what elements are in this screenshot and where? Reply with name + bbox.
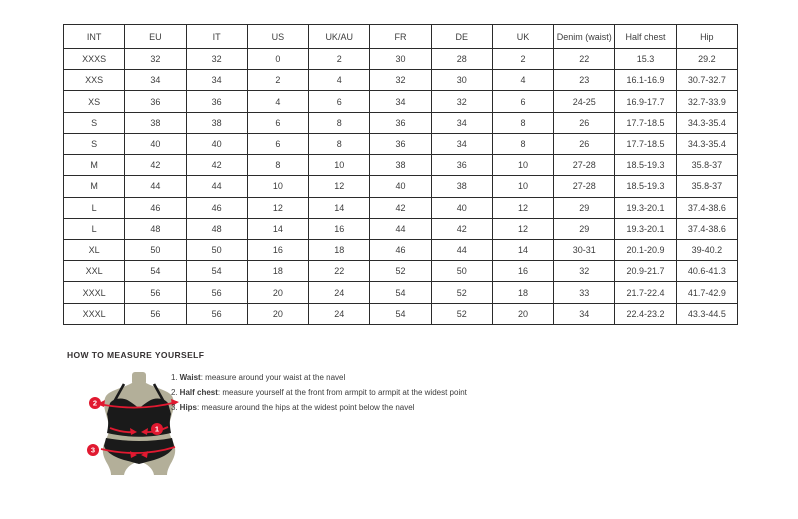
table-cell: 30.7-32.7 [676,70,737,91]
table-cell: 8 [492,133,553,154]
table-cell: 4 [309,70,370,91]
table-cell: 20 [247,303,308,324]
instruction-number: 3. [171,402,178,412]
table-cell: 34 [370,91,431,112]
table-cell: 10 [309,155,370,176]
table-cell: 8 [492,112,553,133]
table-cell: 16 [309,218,370,239]
table-cell: 8 [309,112,370,133]
table-cell: 43.3-44.5 [676,303,737,324]
measure-heading: HOW TO MEASURE YOURSELF [67,350,205,360]
table-cell: 16 [492,261,553,282]
table-cell: 33 [554,282,615,303]
table-cell: 4 [247,91,308,112]
table-cell: XXXL [64,282,125,303]
table-cell: 36 [186,91,247,112]
table-cell: L [64,218,125,239]
table-row [64,49,738,70]
table-cell: 20.1-20.9 [615,239,676,260]
table-row [64,239,738,260]
table-cell: 40 [370,176,431,197]
table-row [64,133,738,154]
table-cell: 42 [431,218,492,239]
table-cell: 18 [309,239,370,260]
table-cell: 20 [247,282,308,303]
column-header: Hip [676,25,737,49]
table-row [64,282,738,303]
table-cell: 44 [370,218,431,239]
table-cell: 18 [492,282,553,303]
instruction-label: Hips [179,402,198,412]
table-cell: XXL [64,261,125,282]
table-cell: 26 [554,133,615,154]
table-cell: 56 [125,303,186,324]
table-cell: 54 [370,303,431,324]
table-row [64,70,738,91]
table-cell: 15.3 [615,49,676,70]
table-cell: 30 [431,70,492,91]
table-row [64,176,738,197]
table-cell: L [64,197,125,218]
table-cell: 12 [492,218,553,239]
table-cell: 38 [431,176,492,197]
table-cell: 27-28 [554,176,615,197]
table-cell: 22.4-23.2 [615,303,676,324]
column-header: FR [370,25,431,49]
badge-hips [87,444,99,456]
table-cell: 6 [247,133,308,154]
table-cell: 14 [492,239,553,260]
instruction-text: : measure yourself at the front from armpit to armpit at the widest point [217,387,467,397]
table-cell: 35.8-37 [676,176,737,197]
table-cell: 39-40.2 [676,239,737,260]
table-cell: 36 [370,133,431,154]
table-cell: 16.1-16.9 [615,70,676,91]
instruction-text: : measure around the hips at the widest point below the navel [197,402,415,412]
instruction-label: Half chest [179,387,218,397]
table-cell: 12 [247,197,308,218]
instruction-text: : measure around your waist at the navel [200,373,346,382]
table-cell: 38 [186,112,247,133]
table-row [64,218,738,239]
table-cell: 48 [186,218,247,239]
table-cell: 6 [309,91,370,112]
table-cell: 30-31 [554,239,615,260]
table-cell: 34 [186,70,247,91]
table-row [64,91,738,112]
table-cell: 36 [370,112,431,133]
column-header: Denim (waist) [554,25,615,49]
table-cell: 40 [186,133,247,154]
table-cell: 12 [492,197,553,218]
size-chart-head [64,25,738,49]
table-row [64,303,738,324]
table-cell: 40 [125,133,186,154]
table-cell: 41.7-42.9 [676,282,737,303]
table-cell: 35.8-37 [676,155,737,176]
table-cell: 34 [431,112,492,133]
table-cell: XL [64,239,125,260]
table-cell: 20 [492,303,553,324]
table-row [64,197,738,218]
table-cell: 10 [492,176,553,197]
table-cell: 18 [247,261,308,282]
table-cell: XXS [64,70,125,91]
table-cell: 32 [370,70,431,91]
table-cell: 54 [125,261,186,282]
table-cell: 18.5-19.3 [615,176,676,197]
table-cell: 40.6-41.3 [676,261,737,282]
instruction-number: 2. [171,387,178,397]
table-cell: 14 [247,218,308,239]
table-cell: 56 [125,282,186,303]
table-cell: 38 [125,112,186,133]
column-header: UK [492,25,553,49]
table-cell: 32 [186,49,247,70]
table-cell: 32 [554,261,615,282]
badge-waist [151,423,163,435]
table-cell: 29.2 [676,49,737,70]
table-cell: 18.5-19.3 [615,155,676,176]
table-row [64,112,738,133]
table-cell: 42 [125,155,186,176]
table-cell: S [64,112,125,133]
table-cell: 10 [492,155,553,176]
badge-waist-number: 1 [154,424,160,434]
table-cell: 10 [247,176,308,197]
badge-half-chest [89,397,101,409]
table-cell: 8 [247,155,308,176]
table-cell: 0 [247,49,308,70]
table-cell: 24 [309,282,370,303]
table-cell: M [64,155,125,176]
table-cell: 26 [554,112,615,133]
table-cell: 50 [125,239,186,260]
table-cell: 36 [125,91,186,112]
table-cell: 44 [431,239,492,260]
table-cell: 52 [431,303,492,324]
table-cell: 14 [309,197,370,218]
column-header: IT [186,25,247,49]
table-cell: 56 [186,282,247,303]
table-cell: 20.9-21.7 [615,261,676,282]
table-cell: 36 [431,155,492,176]
column-header: INT [64,25,125,49]
table-cell: XXXL [64,303,125,324]
table-cell: XS [64,91,125,112]
table-cell: 12 [309,176,370,197]
table-cell: 34 [431,133,492,154]
table-cell: 40 [431,197,492,218]
table-cell: 28 [431,49,492,70]
column-header: EU [125,25,186,49]
badge-hips-number: 3 [90,445,96,455]
table-cell: 19.3-20.1 [615,218,676,239]
table-cell: 50 [186,239,247,260]
table-cell: S [64,133,125,154]
badge-half-chest-number: 2 [92,398,98,408]
table-cell: 22 [309,261,370,282]
table-cell: 32 [431,91,492,112]
table-cell: 32.7-33.9 [676,91,737,112]
table-cell: 34 [125,70,186,91]
table-cell: 23 [554,70,615,91]
table-cell: 16.9-17.7 [615,91,676,112]
table-cell: 56 [186,303,247,324]
table-cell: 50 [431,261,492,282]
size-chart-table [63,24,738,325]
table-cell: 52 [370,261,431,282]
table-cell: 4 [492,70,553,91]
table-cell: 54 [370,282,431,303]
table-cell: 32 [125,49,186,70]
instruction-label: Waist [179,373,201,382]
table-cell: M [64,176,125,197]
table-cell: XXXS [64,49,125,70]
table-cell: 46 [186,197,247,218]
table-cell: 19.3-20.1 [615,197,676,218]
size-table-body [64,49,738,325]
table-cell: 29 [554,218,615,239]
table-cell: 46 [370,239,431,260]
table-cell: 17.7-18.5 [615,112,676,133]
column-header: US [247,25,308,49]
table-cell: 29 [554,197,615,218]
table-cell: 6 [247,112,308,133]
table-row [64,261,738,282]
table-cell: 37.4-38.6 [676,218,737,239]
column-header: DE [431,25,492,49]
table-cell: 52 [431,282,492,303]
table-cell: 27-28 [554,155,615,176]
table-cell: 48 [125,218,186,239]
table-cell: 8 [309,133,370,154]
table-cell: 2 [492,49,553,70]
table-cell: 2 [309,49,370,70]
table-cell: 38 [370,155,431,176]
table-cell: 44 [125,176,186,197]
column-header: Half chest [615,25,676,49]
table-cell: 44 [186,176,247,197]
table-cell: 16 [247,239,308,260]
table-cell: 24-25 [554,91,615,112]
table-cell: 30 [370,49,431,70]
size-table-header-row [64,25,738,49]
table-cell: 34.3-35.4 [676,133,737,154]
table-cell: 21.7-22.4 [615,282,676,303]
table-cell: 34.3-35.4 [676,112,737,133]
table-cell: 34 [554,303,615,324]
table-cell: 24 [309,303,370,324]
measure-instructions-list [171,374,467,412]
table-cell: 6 [492,91,553,112]
table-cell: 22 [554,49,615,70]
instruction-number: 1. [171,373,178,382]
table-cell: 2 [247,70,308,91]
measure-instruction-item [171,389,467,397]
table-cell: 37.4-38.6 [676,197,737,218]
column-header: UK/AU [309,25,370,49]
table-row [64,155,738,176]
table-cell: 42 [370,197,431,218]
table-cell: 17.7-18.5 [615,133,676,154]
table-cell: 42 [186,155,247,176]
measure-instruction-item [171,374,467,382]
measure-instruction-item [171,404,467,412]
table-cell: 46 [125,197,186,218]
table-cell: 54 [186,261,247,282]
